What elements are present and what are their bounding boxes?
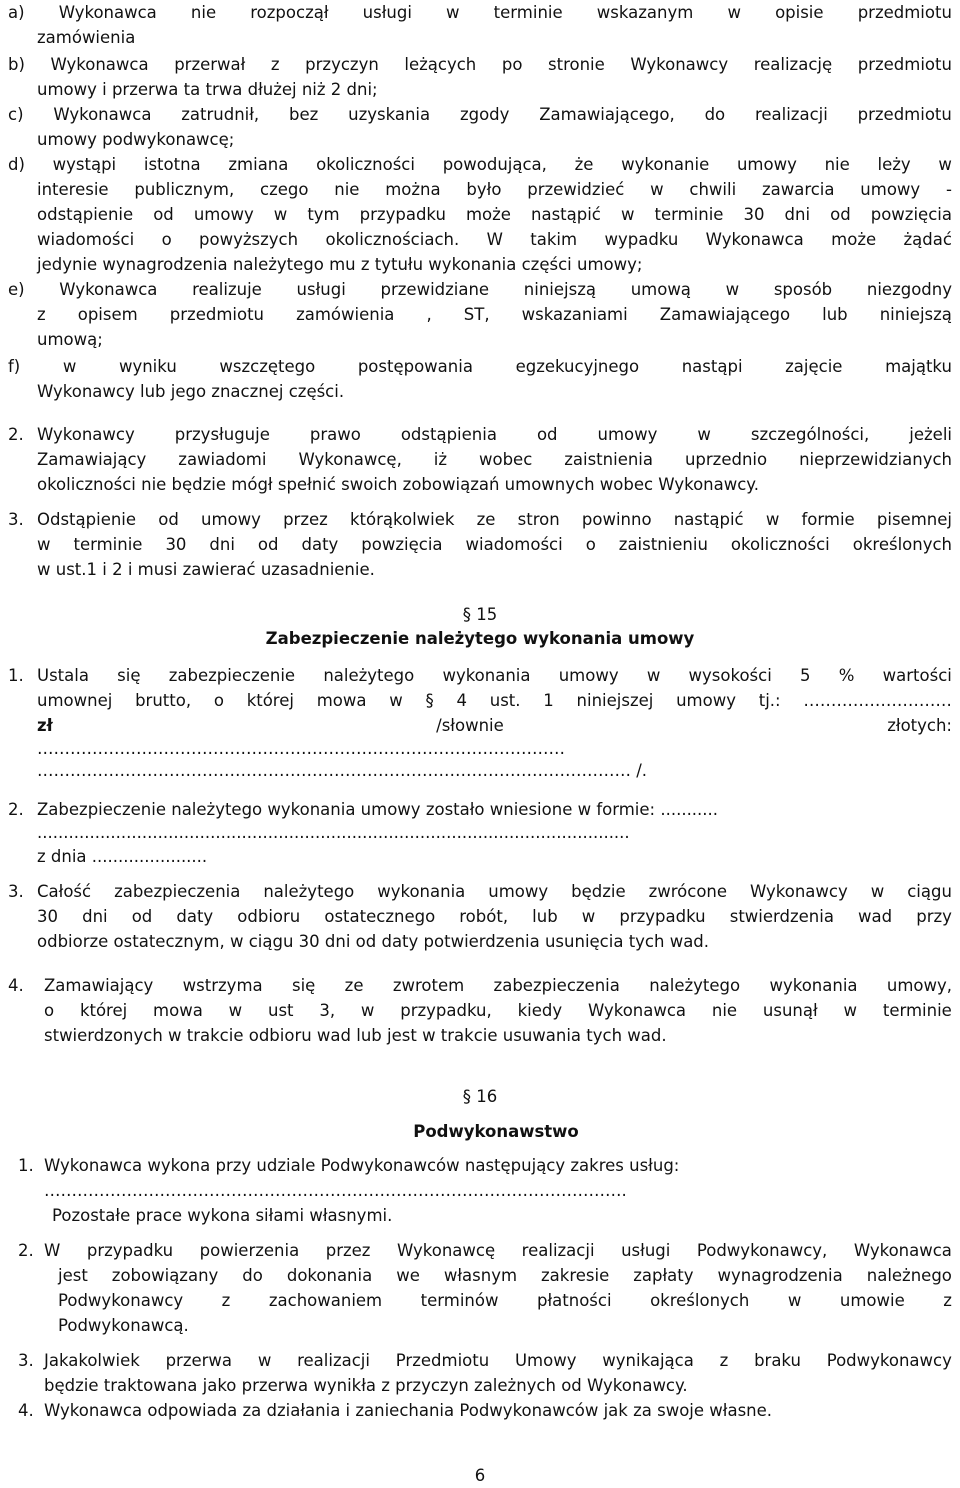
paragraph-line: Podwykonawcą. (58, 1316, 189, 1335)
item-f-line: Wykonawcy lub jego znacznej części. (37, 382, 345, 401)
dotted-fill-line: ................................................................................................................. (37, 823, 630, 842)
item-a-line: a) Wykonawca nie rozpoczął usługi w terminie wskazanym w opisie przedmiotu (8, 3, 952, 22)
paragraph-line: będzie traktowana jako przerwa wynikła z przyczyn zależnych od Wykonawcy. (44, 1376, 688, 1395)
item-number: 3. (8, 510, 24, 529)
item-d-line: jedynie wynagrodzenia należytego mu z tytułu wykonania części umowy; (37, 255, 643, 274)
section-16-heading (0, 1089, 960, 1106)
paragraph-line: umownej brutto, o której mowa w § 4 ust. 1 niniejszej umowy tj.: ……………………… (37, 691, 952, 710)
item-number: 2. (8, 425, 24, 444)
section-15-title: Zabezpieczenie należytego wykonania umowy (265, 629, 695, 648)
item-d-line: interesie publicznym, czego nie można było przewidzieć w chwili zawarcia umowy - (37, 180, 952, 199)
item-c-line: umowy podwykonawcę; (37, 130, 235, 149)
item-number: 2. (18, 1241, 34, 1260)
paragraph-line: jest zobowiązany do dokonania we własnym zakresie zapłaty wynagrodzenia należnego (58, 1266, 952, 1285)
page-number: 6 (474, 1466, 486, 1485)
paragraph-line: W przypadku powierzenia przez Wykonawcę realizacji usługi Podwykonawcy, Wykonawca (44, 1241, 952, 1260)
item-number: 3. (8, 882, 24, 901)
paragraph-symbol-icon: § (462, 605, 471, 624)
item-e-line: e) Wykonawca realizuje usługi przewidziane niniejszą umową w sposób niezgodny (8, 280, 952, 299)
paragraph-line: o której mowa w ust 3, w przypadku, kiedy Wykonawca nie usunął w terminie (44, 1001, 952, 1020)
section-number: 16 (471, 1087, 498, 1106)
item-number: 1. (8, 666, 24, 685)
paragraph-symbol-icon: § (462, 1087, 471, 1106)
item-b-line: b) Wykonawca przerwał z przyczyn leżących po stronie Wykonawcy realizację przedmiotu (8, 55, 952, 74)
paragraph-line: Pozostałe prace wykona siłami własnymi. (52, 1206, 393, 1225)
paragraph-line: Odstąpienie od umowy przez którąkolwiek ze stron powinno nastąpić w formie pisemnej (37, 510, 952, 529)
item-e-line: z opisem przedmiotu zamówienia , ST, wskazaniami Zamawiającego lub niniejszą (37, 305, 952, 324)
dotted-fill-line: ……………………………………………………………………………………………… /. (37, 761, 648, 780)
paragraph-line: Zabezpieczenie należytego wykonania umowy zostało wniesione w formie: ........... (37, 800, 719, 819)
item-e-line: umową; (37, 330, 103, 349)
paragraph-line: w ust.1 i 2 i musi zawierać uzasadnienie. (37, 560, 375, 579)
item-number: 4. (8, 976, 24, 995)
item-d-line: wiadomości o powyższych okolicznościach. W takim wypadku Wykonawca może żądać (37, 230, 952, 249)
item-a-line: zamówienia (37, 28, 136, 47)
paragraph-line: Ustala się zabezpieczenie należytego wykonania umowy w wysokości 5 % wartości (37, 666, 952, 685)
item-f-line: f) w wyniku wszczętego postępowania egzekucyjnego nastąpi zajęcie majątku (8, 357, 952, 376)
paragraph-line: Wykonawca odpowiada za działania i zaniechania Podwykonawców jak za swoje własne. (44, 1401, 773, 1420)
item-d-line: d) wystąpi istotna zmiana okoliczności powodująca, że wykonanie umowy nie leży w (8, 155, 952, 174)
item-b-line: umowy i przerwa ta trwa dłużej niż 2 dni; (37, 80, 378, 99)
item-number: 4. (18, 1401, 34, 1420)
paragraph-line: Podwykonawcy z zachowaniem terminów płatności określonych w umowie z (58, 1291, 952, 1310)
paragraph-line: Jakakolwiek przerwa w realizacji Przedmiotu Umowy wynikająca z braku Podwykonawcy (44, 1351, 952, 1370)
paragraph-line: 30 dni od daty odbioru ostatecznego robót, lub w przypadku stwierdzenia wad przy (37, 907, 952, 926)
dotted-fill-line: …………………………………………………………………………………… (37, 739, 565, 758)
amount-line: zł /słownie złotych: (37, 716, 952, 735)
item-c-line: c) Wykonawca zatrudnił, bez uzyskania zgody Zamawiającego, do realizacji przedmiotu (8, 105, 952, 124)
paragraph-line: Całość zabezpieczenia należytego wykonania umowy będzie zwrócone Wykonawcy w ciągu (37, 882, 952, 901)
paragraph-line: z dnia ...................... (37, 847, 208, 866)
paragraph-line: Wykonawcy przysługuje prawo odstąpienia od umowy w szczególności, jeżeli (37, 425, 952, 444)
paragraph-line: Zamawiający wstrzyma się ze zwrotem zabezpieczenia należytego wykonania umowy, (44, 976, 952, 995)
item-number: 1. (18, 1156, 34, 1175)
paragraph-line: okoliczności nie będzie mógł spełnić swoich zobowiązań umownych wobec Wykonawcy. (37, 475, 759, 494)
item-number: 2. (8, 800, 24, 819)
paragraph-line: w terminie 30 dni od daty powzięcia wiadomości o zaistnieniu okoliczności określonych (37, 535, 952, 554)
paragraph-line: Zamawiający zawiadomi Wykonawcę, iż wobec zaistnienia uprzednio nieprzewidzianych (37, 450, 952, 469)
section-16-title: Podwykonawstwo (413, 1122, 579, 1141)
item-d-line: odstąpienie od umowy w tym przypadku może nastąpić w terminie 30 dni od powzięcia (37, 205, 952, 224)
item-number: 3. (18, 1351, 34, 1370)
paragraph-line: odbiorze ostatecznym, w ciągu 30 dni od daty potwierdzenia usunięcia tych wad. (37, 932, 710, 951)
paragraph-line: stwierdzonych w trakcie odbioru wad lub jest w trakcie usuwania tych wad. (44, 1026, 667, 1045)
paragraph-line: Wykonawca wykona przy udziale Podwykonawców następujący zakres usług: (44, 1156, 680, 1175)
section-15-heading (0, 607, 960, 624)
dotted-fill-line: ……………………………………………………………………………………………. (44, 1181, 627, 1200)
section-number: 15 (471, 605, 498, 624)
